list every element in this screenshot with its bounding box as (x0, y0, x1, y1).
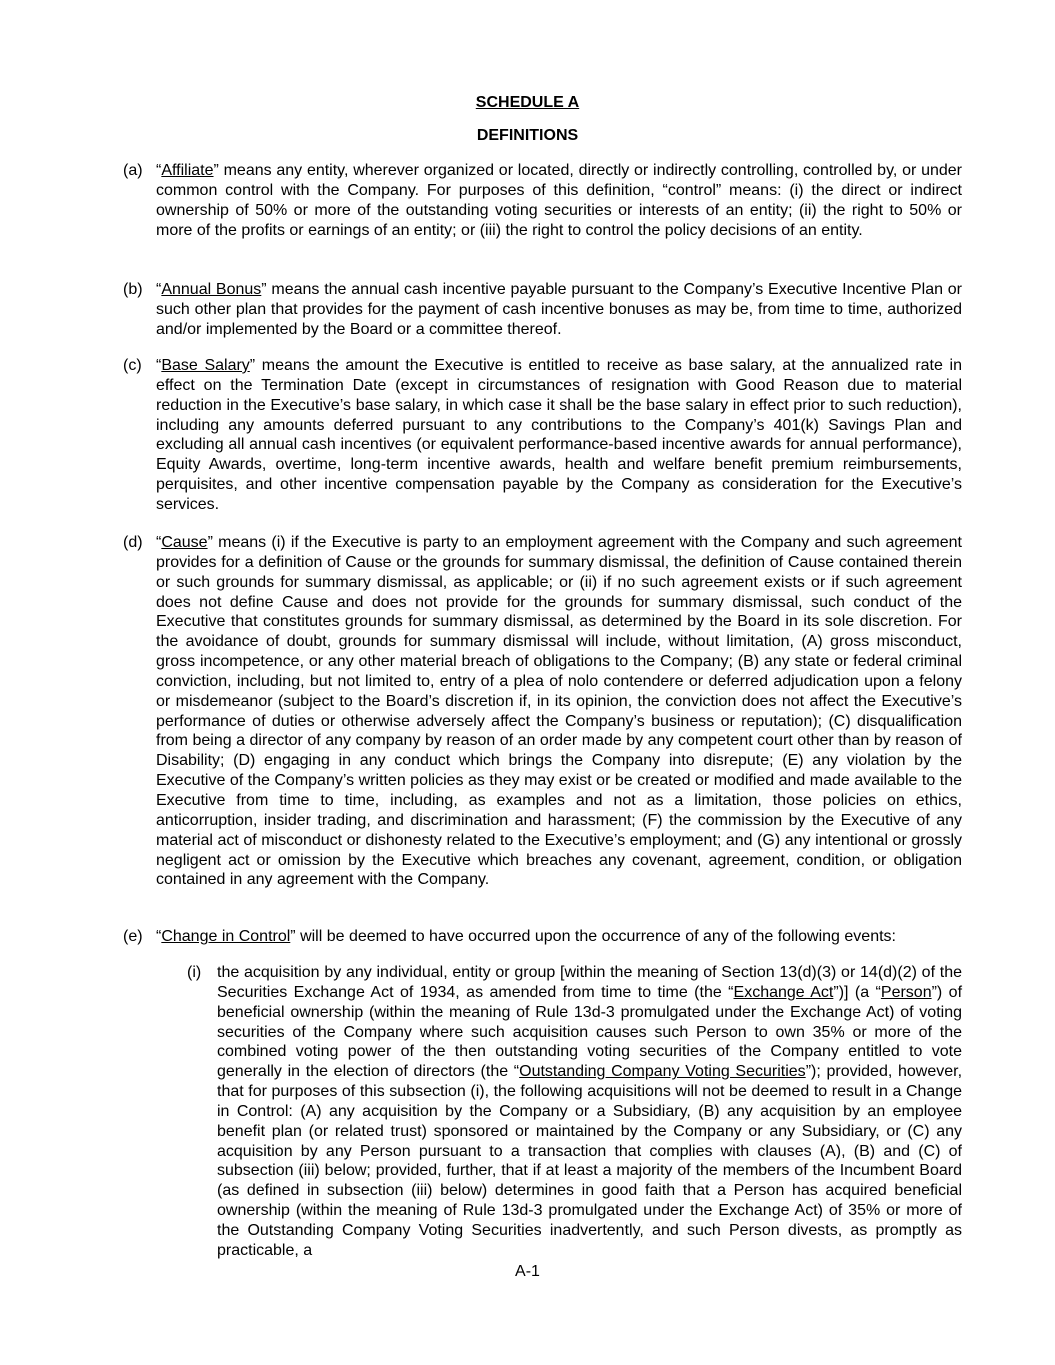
definition-body: ” means the amount the Executive is entitled to receive as base salary, at the annualized rate in effect on the Termination Date (except in circumstances of resignation with Good Reason due to material reduction in the Executive’s base salary, in which case it shall be the base salary in effect prior to such reduction), including any amounts deferred pursuant to any contributions to the Company’s 401(k) Savings Plan and excluding all annual cash incentives (or equivalent performance-based incentive awards for annual performance), Equity Awards, overtime, long-term incentive awards, health and welfare benefit premium reimbursements, perquisites, and other incentive compensation payable by the Company as consideration for the Executive’s services. (156, 357, 962, 513)
open-quote: “ (156, 357, 162, 374)
item-label: (b) (123, 281, 143, 298)
open-quote: “ (156, 281, 162, 298)
definition-text (156, 280, 962, 340)
definition-body: ” means the annual cash incentive payable pursuant to the Company’s Executive Incentive Plan or such other plan that provides for the payment of cash incentive bonuses as may be, from time to time, authorized and/or implemented by the Board or a committee thereof. (156, 281, 962, 338)
definition-body: ” means any entity, wherever organized or located, directly or indirectly controlling, controlled by, or under common control with the Company. For purposes of this definition, “control” means: (i) the direct or indirect ownership of 50% or more of the outstanding voting securities or interests of an entity; (ii) the right to 50% or more of the profits or earnings of an entity; or (iii) the right to control the policy decisions of an entity. (156, 162, 962, 239)
subsection-text-part: the acquisition by any individual, entity or group [within the meaning of Section 13(d)(3) or 14(d)(2) of the Securities Exchange Act of 1934, as amended from time to time (the “ (217, 964, 962, 1001)
definition-cause (123, 533, 962, 890)
subsection-text-part: ”) of beneficial ownership (within the meaning of Rule 13d-3 promulgated under the Exchange Act) of voting securities of the Company where such acquisition causes such Person to own 35% or more of the combined voting power of the then outstanding voting securities of the Company entitled to vote generally in the election of directors (the “ (217, 983, 963, 1081)
definition-text (156, 927, 962, 947)
defined-term: Base Salary (161, 357, 250, 374)
subsection-text-part: ”); provided, however, that for purposes of this subsection (i), the following acquisitions will not be deemed to result in a Change in Control: (A) any acquisition by the Company or a Subsidiary, (B) any acquisition by an employee benefit plan (or related trust) sponsored or maintained by the Company or any Subsidiary, or (C) any acquisition by any Person pursuant to a transaction that complies with clauses (A), (B) and (C) of subsection (iii) below; provided, further, that if at least a majority of the members of the Incumbent Board (as defined in subsection (iii) below) determines in good faith that a Person has acquired beneficial ownership (within the meaning of Rule 13d-3 promulgated under the Exchange Act) of 35% or more of the Outstanding Company Voting Securities inadvertently, and such Person divests, as promptly as practicable, a (217, 1063, 963, 1259)
subsection-i (187, 963, 962, 1261)
defined-term: Cause (161, 534, 208, 551)
subsection-label: (i) (187, 964, 202, 981)
subsection-text (217, 963, 962, 1261)
definition-text (156, 161, 962, 240)
definition-annual-bonus (123, 280, 962, 340)
subsection-text-part: ”)] (a “ (833, 983, 881, 1001)
defined-term: Outstanding Company Voting Securities (519, 1063, 806, 1081)
definition-text (156, 356, 962, 515)
definition-body: ” will be deemed to have occurred upon the occurrence of any of the following events: (290, 928, 896, 945)
definition-affiliate (123, 161, 962, 240)
item-label: (d) (123, 534, 143, 551)
item-label: (c) (123, 357, 142, 374)
item-label: (a) (123, 162, 143, 179)
schedule-title: SCHEDULE A (475, 94, 580, 111)
defined-term: Annual Bonus (161, 281, 262, 298)
open-quote: “ (156, 162, 162, 179)
definition-change-in-control (123, 927, 962, 947)
open-quote: “ (156, 534, 162, 551)
defined-term: Person (880, 983, 932, 1001)
item-label: (e) (123, 928, 143, 945)
definition-base-salary (123, 356, 962, 515)
defined-term: Change in Control (161, 928, 291, 945)
defined-term: Affiliate (161, 162, 214, 179)
defined-term: Exchange Act (733, 983, 834, 1001)
open-quote: “ (156, 928, 162, 945)
definition-text (156, 533, 962, 890)
definition-body: ” means (i) if the Executive is party to an employment agreement with the Company and such agreement provides for a definition of Cause or the grounds for summary dismissal, the definition of Cause contained therein or such grounds for summary dismissal, as applicable; or (ii) if no such agreement exists or if such agreement does not define Cause and does not provide for the grounds for summary dismissal, such conduct of the Executive that constitutes grounds for summary dismissal, as determined by the Board in its sole discretion. For the avoidance of doubt, grounds for summary dismissal will include, without limitation, (A) gross misconduct, gross incompetence, or any other material breach of obligations to the Company; (B) any state or federal criminal conviction, including, but not limited to, entry of a plea of nolo contendere or deferred adjudication upon a felony or misdemeanor (subject to the Board’s discretion if, in its opinion, the conviction does not affect the Executive’s performance of duties or otherwise adversely affect the Company’s business or reputation); (C) disqualification from being a director of any company by reason of an order made by any competent court other than by reason of Disability; (D) engaging in any conduct which brings the Company into disrepute; (E) any violation by the Executive of the Company’s written policies as they may exist or be created or modified and made available to the Executive from time to time, including, as examples and not as a limitation, those policies on ethics, anticorruption, insider trading, and discrimination and harassment; (F) the commission by the Executive of any material act of misconduct or dishonesty related to the Executive’s employment; and (G) any intentional or grossly negligent act or omission by the Executive which breaches any covenant, agreement, condition, or obligation contained in any agreement with the Company. (156, 534, 962, 889)
page-number: A-1 (515, 1263, 540, 1280)
section-title: DEFINITIONS (476, 127, 579, 144)
